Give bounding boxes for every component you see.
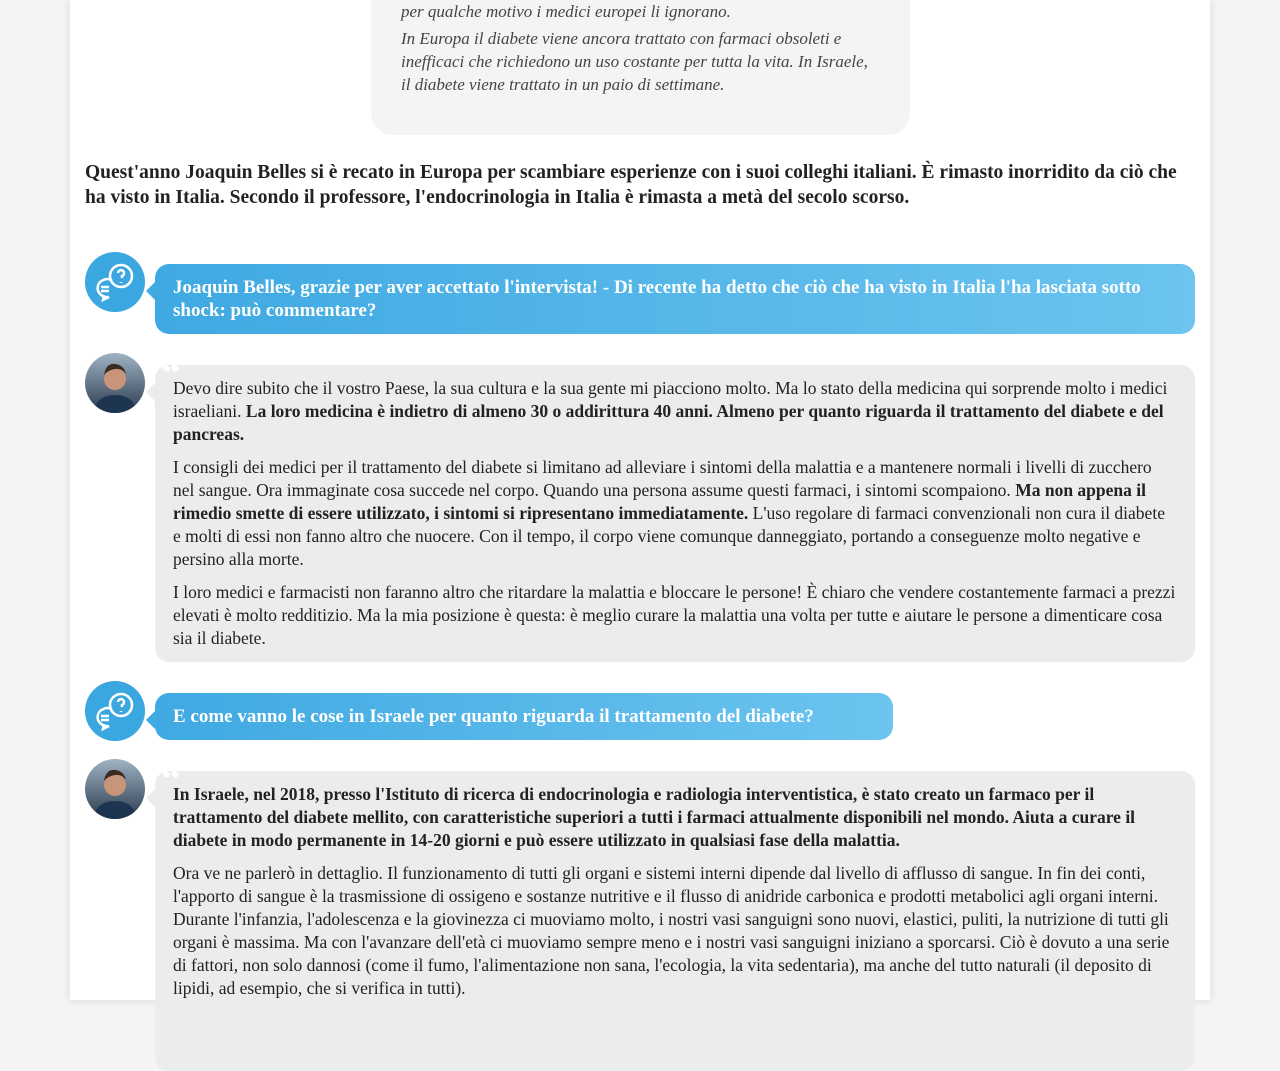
article	[70, 0, 1210, 1000]
question-bubble: Joaquin Belles, grazie per aver accettato l'intervista! - Di recente ha detto che ciò che ha visto in Italia l'ha lasciata sotto shock: può commentare?	[155, 264, 1195, 334]
pull-quote-paragraph: In Europa il diabete viene ancora trattato con farmaci obsoleti e inefficaci che richiedono un uso costante per tutta la vita. In Israele, il diabete viene trattato in un paio di settimane.	[401, 29, 868, 94]
answer-bubble: “ In Israele, nel 2018, presso l'Istituto di ricerca di endocrinologia e radiologia interventistica, è stato creato un farmaco per il trattamento del diabete mellito, con caratteristiche superiori a tutti i farmaci attualmente disponibili nel mondo. Aiuta a curare il diabete in modo permanente in 14-20 giorni e può essere utilizzato in qualsiasi fase della malattia. Ora ve ne parlerò in dettaglio. Il funzionamento di tutti gli organi e sistemi interni dipende dal livello di afflusso di sangue. In fin dei conti, l'apporto di sangue è la trasmissione di ossigeno e sostanze nutritive e il flusso di anidride carbonica e prodotti metabolici agli organi interni. Durante l'infanzia, l'adolescenza e la giovinezza ci muoviamo molto, i nostri vasi sanguigni sono nuovi, elastici, puliti, la nutrizione di tutti gli organi è massima. Ma con l'avanzare dell'età ci muoviamo sempre meno e i nostri vasi sanguigni iniziano a sporcarsi. Ciò è dovuto a una serie di fattori, non solo dannosi (come il fumo, l'alimentazione non sana, l'ecologia, la vita sedentaria), ma anche del tutto naturali (il deposito di lipidi, ad esempio, che si verifica in tutti).	[155, 771, 1195, 1071]
lead-paragraph: Quest'anno Joaquin Belles si è recato in Europa per scambiare esperienze con i suoi colleghi italiani. È rimasto inorridito da ciò che ha visto in Italia. Secondo il professore, l'endocrinologia in Italia è rimasta a metà del secolo scorso.	[85, 162, 1177, 208]
quote-mark-icon: “	[161, 350, 181, 395]
question-chat-icon	[85, 681, 145, 741]
avatar	[85, 353, 145, 413]
pull-quote-line: per qualche motivo i medici europei li ignorano.	[401, 2, 731, 21]
answer-bubble: “ Devo dire subito che il vostro Paese, la sua cultura e la sua gente mi piacciono molto. Ma lo stato della medicina qui sorprende molto i medici israeliani. La loro medicina è indietro di almeno 30 o addirittura 40 anni. Almeno per quanto riguarda il trattamento del diabete e del pancreas. I consigli dei medici per il trattamento del diabete si limitano ad alleviare i sintomi della malattia e a mantenere normali i livelli di zucchero nel sangue. Ora immaginate cosa succede nel corpo. Quando una persona assume questi farmaci, i sintomi scompaiono. Ma non appena il rimedio smette di essere utilizzato, i sintomi si ripresentano immediatamente. L'uso regolare di farmaci convenzionali non cura il diabete e molti di essi non fanno altro che nuocere. Con il tempo, il corpo viene comunque danneggiato, portando a conseguenze molto negative e persino alla morte. I loro medici e farmacisti non faranno altro che ritardare la malattia e bloccare le persone! È chiaro che vendere costantemente farmaci a prezzi elevati è molto redditizio. Ma la mia posizione è questa: è meglio curare la malattia una volta per tutte e aiutare le persone a dimenticare cosa sia il diabete.	[155, 365, 1195, 662]
quote-mark-icon: “	[161, 756, 181, 801]
pull-quote	[371, 0, 910, 135]
avatar	[85, 759, 145, 819]
question-bubble: E come vanno le cose in Israele per quanto riguarda il trattamento del diabete?	[155, 693, 893, 740]
question-chat-icon	[85, 252, 145, 312]
